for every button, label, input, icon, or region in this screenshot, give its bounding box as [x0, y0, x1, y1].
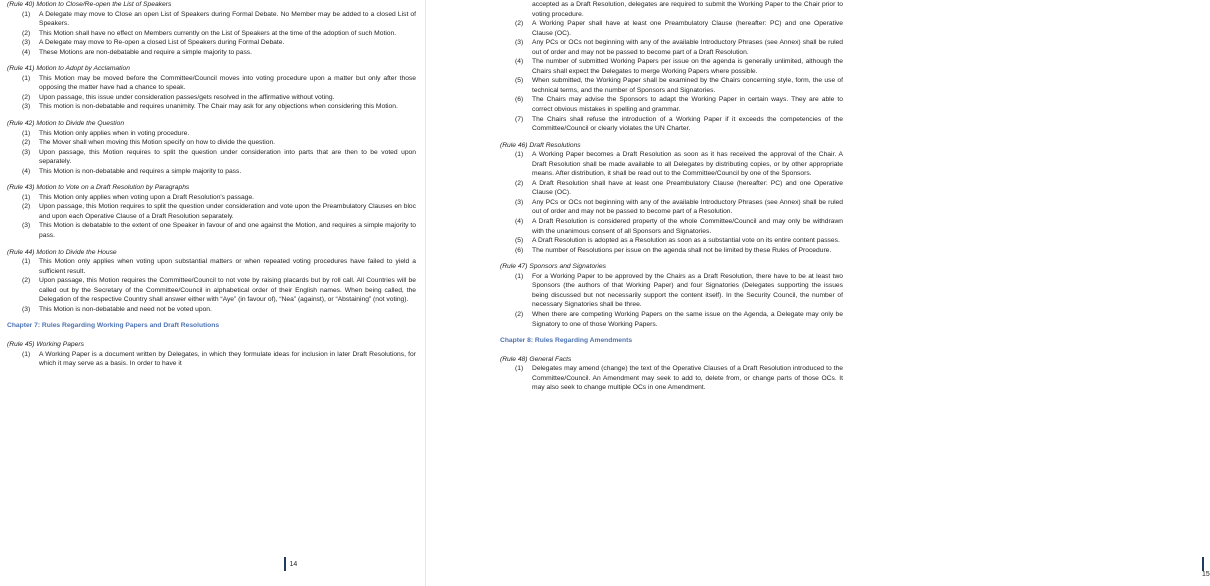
rule-item: [7, 93, 416, 103]
rule-item: [7, 102, 416, 112]
item-number: (3): [22, 222, 31, 230]
item-number: (1): [22, 74, 31, 82]
rule-title: (Rule 46) Draft Resolutions: [500, 141, 581, 149]
item-number: (1): [515, 272, 524, 280]
item-number: (3): [22, 103, 31, 111]
item-number: (3): [22, 148, 31, 156]
item-text: Any PCs or OCs not beginning with any of the available Introductory Phrases (see Annex) shall be ruled out of order and may not be passed to become part of a Draft Resolution.: [532, 39, 843, 56]
rule-item: [7, 350, 416, 369]
item-text: This Motion only applies when voting upon substantial matters or when repeated voting procedures have failed to yield a sufficient result.: [39, 258, 416, 275]
rule-section: [7, 64, 416, 112]
rule-item: [7, 257, 416, 276]
page-number-text: 15: [1202, 571, 1210, 578]
item-text: This Motion is debatable to the extent of one Speaker in favour of and one against the Motion, and requires a simple majority to pass.: [39, 222, 416, 240]
item-text: This Motion only applies when voting upon a Draft Resolution's passage.: [39, 193, 255, 201]
item-text: Upon passage, this Motion requires to split the question under consideration and vote upon the Preambulatory Clauses en bloc and upon each Operative Clause of a Draft Resolution separately.: [39, 203, 416, 220]
item-text: Upon passage, this Motion requires the Committee/Council to not vote by raising placards but by roll call. All Countries will be called out by the Secretary of the Committee/Council in alphabetical order of their English names. When being called, the Delegation of the respective Country shall answer either with “Aye” (in favour of), “Nea” (against), or “Abstaining” (not voting).: [39, 277, 416, 304]
rule-item: [7, 38, 416, 48]
rule-item: [500, 0, 843, 19]
item-text: This Motion is non-debatable and requires a simple majority to pass.: [39, 167, 242, 175]
item-number: (1): [22, 193, 31, 201]
item-text: accepted as a Draft Resolution, delegates are required to submit the Working Paper to the Chair prior to voting procedure.: [532, 1, 843, 18]
rule-item: [500, 95, 843, 114]
right-page-content: [500, 0, 843, 400]
item-text: The Chairs may advise the Sponsors to adapt the Working Paper in certain ways. They are able to correct obvious mistakes in spelling and grammar.: [532, 96, 843, 114]
item-number: (3): [22, 39, 31, 47]
rule-item: [7, 193, 416, 203]
page-number-bar: [284, 557, 286, 571]
item-text: The Mover shall when moving this Motion specify on how to divide the question.: [39, 139, 276, 147]
item-number: (4): [515, 58, 524, 66]
item-text: The number of submitted Working Papers per issue on the agenda is generally unlimited, although the Chairs shall expect the Delegates to merge Working Papers where possible.: [532, 58, 843, 75]
item-text: The number of Resolutions per issue on the agenda shall not be limited by these Rules of Procedure.: [532, 246, 832, 254]
item-number: (1): [22, 10, 31, 18]
item-number: (6): [515, 96, 524, 104]
item-number: (3): [22, 305, 31, 313]
item-text: A Draft Resolution is adopted as a Resolution as soon as a substantial vote on its entire content passes.: [532, 237, 840, 245]
rule-item: [7, 167, 416, 177]
rule-item: [500, 272, 843, 310]
rule-item: [7, 129, 416, 139]
rule-item: [500, 57, 843, 76]
item-number: (2): [515, 20, 524, 28]
item-number: (5): [515, 77, 524, 85]
rule-item: [500, 19, 843, 38]
item-number: (1): [22, 258, 31, 266]
item-text: This motion is non-debatable and requires unanimity. The Chair may ask for any objections when considering this Motion.: [39, 103, 398, 111]
item-number: (7): [515, 115, 524, 123]
rule-title: (Rule 41) Motion to Adopt by Acclamation: [7, 65, 130, 73]
rule-title: (Rule 44) Motion to Divide the House: [7, 248, 117, 256]
page-number-right: [1202, 557, 1210, 578]
rule-section: [500, 141, 843, 256]
page-number-bar: [1202, 557, 1204, 571]
item-text: A Draft Resolution is considered property of the whole Committee/Council and may only be withdrawn with the unanimous consent of all Sponsors and Signatories.: [532, 218, 843, 235]
item-text: Any PCs or OCs not beginning with any of the available Introductory Phrases (see Annex) shall be ruled out of order and may not be passed to become part of a Resolution.: [532, 198, 843, 216]
item-text: This Motion only applies when in voting procedure.: [39, 129, 190, 137]
rule-title: (Rule 42) Motion to Divide the Question: [7, 120, 125, 128]
rule-section: [500, 355, 843, 393]
item-number: (1): [22, 129, 31, 137]
item-text: Upon passage, this issue under consideration passes/gets resolved in the affirmative without voting.: [39, 93, 335, 101]
rule-item: [7, 276, 416, 305]
rule-section: [7, 248, 416, 315]
rule-item: [500, 246, 843, 256]
item-number: (4): [22, 167, 31, 175]
item-number: (3): [515, 198, 524, 206]
rule-item: [500, 179, 843, 198]
item-number: (2): [22, 139, 31, 147]
item-number: (6): [515, 246, 524, 254]
rule-title: (Rule 40) Motion to Close/Re-open the List of Speakers: [7, 1, 172, 8]
rule-section: [500, 262, 843, 329]
item-number: (1): [515, 151, 524, 159]
rule-section: [7, 183, 416, 240]
page-number-text: 14: [289, 560, 298, 568]
item-number: (1): [515, 365, 524, 373]
rule-item: [7, 221, 416, 240]
item-text: This Motion is non-debatable and need not be voted upon.: [39, 305, 212, 313]
rule-section: [500, 0, 843, 134]
item-number: (2): [515, 179, 524, 187]
rule-item: [500, 236, 843, 246]
rule-item: [500, 150, 843, 179]
item-number: (2): [22, 93, 31, 101]
chapter-heading: Chapter 7: Rules Regarding Working Papers and Draft Resolutions: [7, 322, 220, 330]
rule-item: [500, 38, 843, 57]
rule-item: [7, 202, 416, 221]
chapter-heading: Chapter 8: Rules Regarding Amendments: [500, 337, 633, 345]
rule-item: [7, 48, 416, 58]
rule-item: [7, 10, 416, 29]
rule-item: [500, 217, 843, 236]
rule-item: [500, 76, 843, 95]
item-number: (2): [515, 310, 524, 318]
rule-item: [7, 29, 416, 39]
item-text: When submitted, the Working Paper shall be examined by the Chairs concerning style, form, the use of technical terms, and the number of Sponsors and Signatories.: [532, 77, 843, 94]
item-text: Upon passage, this Motion requires to split the question under consideration into parts that are then to be voted upon separately.: [39, 148, 416, 166]
item-text: This Motion shall have no effect on Members currently on the List of Speakers at the time of the adoption of such Motion.: [39, 29, 397, 37]
rule-title: (Rule 45) Working Papers: [7, 340, 84, 348]
item-text: A Draft Resolution shall have at least one Preambulatory Clause (hereafter: PC) and one Operative Clause (OC).: [532, 179, 843, 197]
item-number: (2): [22, 203, 31, 211]
page-14: [0, 0, 426, 586]
item-text: When there are competing Working Papers on the same issue on the Agenda, a Delegate may only be Signatory to one of those Working Papers.: [532, 310, 843, 328]
item-text: These Motions are non-debatable and require a simple majority to pass.: [39, 48, 253, 56]
item-text: A Working Paper shall have at least one Preambulatory Clause (hereafter: PC) and one Operative Clause (OC).: [532, 20, 843, 37]
page-number-left: [284, 557, 297, 571]
rule-title: (Rule 47) Sponsors and Signatories: [500, 263, 606, 271]
rule-item: [7, 138, 416, 148]
item-number: (3): [515, 39, 524, 47]
item-text: The Chairs shall refuse the introduction of a Working Paper if it exceeds the competencies of the Committee/Council or clearly violates the UN Charter.: [532, 115, 843, 133]
rule-item: [7, 148, 416, 167]
item-text: A Working Paper is a document written by Delegates, in which they formulate ideas for inclusion in later Draft Resolutions, for which it may serve as a basis. In order to have it: [39, 350, 416, 368]
rule-item: [500, 115, 843, 134]
rule-item: [500, 310, 843, 329]
item-number: (4): [22, 48, 31, 56]
item-text: A Delegate may move to Close an open List of Speakers during Formal Debate. No Member may be added to a closed List of Speakers.: [39, 10, 416, 28]
item-text: This Motion may be moved before the Committee/Council moves into voting procedure upon a matter but only after those opposing the matter have had a chance to speak.: [39, 74, 416, 92]
rule-title: (Rule 48) General Facts: [500, 355, 572, 363]
rule-section: [7, 0, 416, 57]
item-text: A Delegate may move to Re-open a closed List of Speakers during Formal Debate.: [39, 39, 285, 47]
item-number: (2): [22, 29, 31, 37]
item-number: (1): [22, 350, 31, 358]
rule-item: [500, 364, 843, 393]
rule-item: [7, 305, 416, 315]
rule-section: [7, 119, 416, 176]
rule-item: [7, 74, 416, 93]
item-number: (4): [515, 218, 524, 226]
rule-section: [7, 340, 416, 369]
item-text: Delegates may amend (change) the text of the Operative Clauses of a Draft Resolution introduced to the Committee/Council. An Amendment may seek to add to, delete from, or change parts of those OCs. It may also seek to change multiple OCs in one Amendment.: [532, 365, 843, 392]
item-number: (2): [22, 277, 31, 285]
rule-title: (Rule 43) Motion to Vote on a Draft Resolution by Paragraphs: [7, 184, 190, 192]
rule-item: [500, 198, 843, 217]
left-page-content: [7, 0, 416, 376]
item-number: (5): [515, 237, 524, 245]
page-15: [425, 0, 1210, 586]
item-text: A Working Paper becomes a Draft Resolution as soon as it has received the approval of the Chair. A Draft Resolution shall be made available to all Delegates by distributing copies, or by other appropriate means. After distribution, it shall be read out to the Committee/Council by one of the Sponsors.: [532, 151, 843, 178]
item-text: For a Working Paper to be approved by the Chairs as a Draft Resolution, there have to be at least two Sponsors (the authors of that Working Paper) and four Signatories (Delegates supporting the issues being discussed but not necessarily support the content itself). In the Security Council, the number of necessary Signatories shall be three.: [532, 272, 843, 309]
